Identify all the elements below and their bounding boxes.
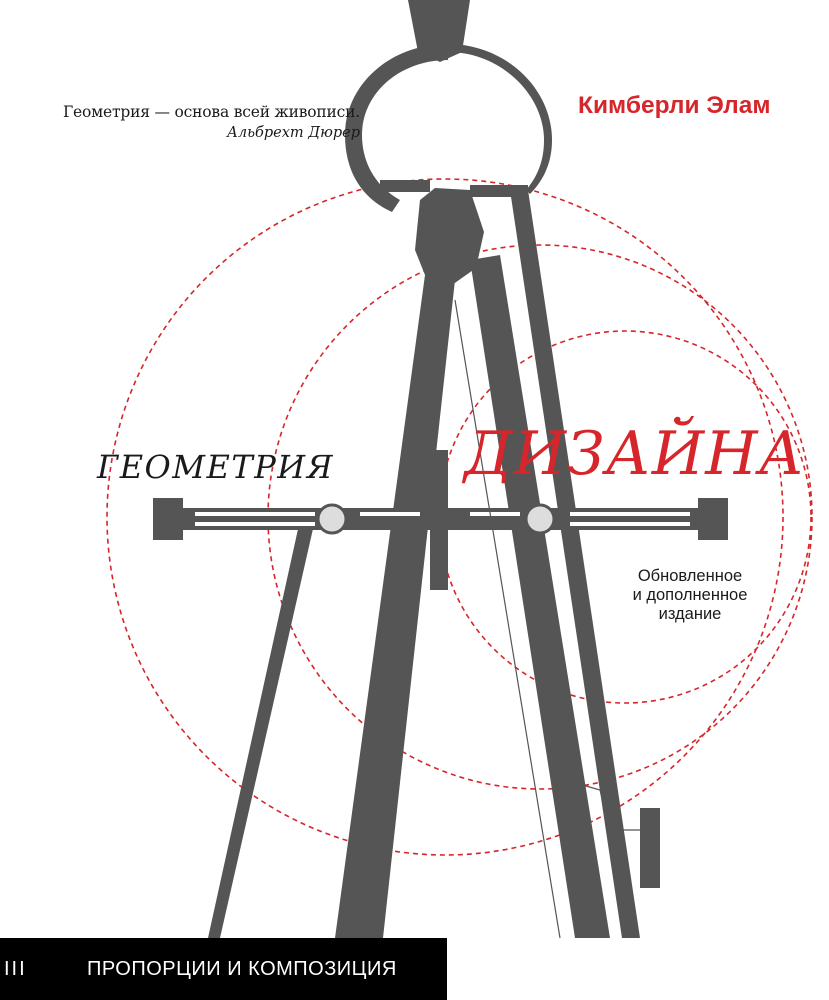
edition-note <box>620 567 760 624</box>
screw-end-right <box>698 498 728 540</box>
edition-line-3: издание <box>658 605 722 623</box>
vernier-block <box>640 808 660 888</box>
author-name: Кимберли Элам <box>578 92 771 119</box>
compass-left-leg <box>335 275 455 938</box>
edition-line-1: Обновленное <box>637 567 743 585</box>
series-numeral: III <box>4 958 27 980</box>
title-line-1: ГЕОМЕТРИЯ <box>97 448 335 486</box>
adjust-wheel <box>430 450 448 590</box>
screw-end-left <box>153 498 183 540</box>
series-band <box>0 938 447 1000</box>
pivot-knob-right <box>526 505 554 533</box>
title-line-2: ДИЗАЙНА <box>464 419 806 489</box>
pivot-knob-left <box>318 505 346 533</box>
edition-line-2: и дополненное <box>632 586 748 604</box>
series-name: ПРОПОРЦИИ И КОМПОЗИЦИЯ <box>87 958 397 980</box>
epigraph <box>60 103 360 141</box>
epigraph-text: Геометрия — основа всей живописи. <box>62 103 360 121</box>
epigraph-author: Альбрехт Дюрер <box>226 125 360 141</box>
